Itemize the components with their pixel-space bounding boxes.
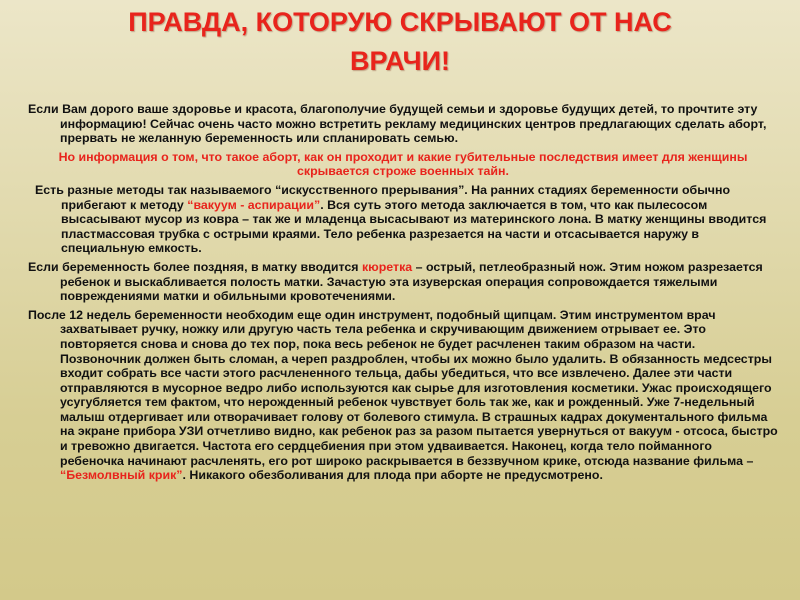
- paragraph-curette: [28, 260, 778, 304]
- page-title: [60, 3, 740, 81]
- title-line-1: ПРАВДА, КОТОРУЮ СКРЫВАЮТ ОТ НАС: [128, 7, 672, 37]
- paragraph-text: После 12 недель беременности необходим еще один инструмент, подобный щипцам. Этим инструментом врач захватывает ручку, ножку или другую часть тела ребенка и скручивающим движением отрывает ее. Это повторяется снова и снова до тех пор, пока весь ребенок не будет расчленен таким образом на части. Позвоночник должен быть сломан, а череп раздроблен, чтобы их можно было удалить. В обязанность медсестры входит собрать все части этого расчлененного тельца, дабы убедиться, что все извлечено. Далее эти части отправляются в мусорное ведро либо используются как сырье для изготовления косметики. Ужас происходящего усугубляется тем фактом, что нерожденный ребенок чувствует боль так же, как и рожденный. Уже 7-недельный малыш отдергивает или отворачивает голову от болевого стимула. В страшных кадрах документального фильма на экране прибора УЗИ отчетливо видно, как ребенок раз за разом пытается увернуться от вакуум - отсоса, быстро и тревожно двигается. Частота его сердцебиения при этом удваивается. Наконец, когда тело пойманного ребеночка начинают расчленять, его рот широко раскрывается в беззвучном крике, отсюда название фильма –: [28, 307, 778, 468]
- paragraph-text: . Вся суть этого метода заключается в том, что как пылесосом высасывают мусор из ковра – так же и младенца высасывают из материнского лона. В матку женщины вводится пластмассовая трубка с острыми краями. Тело ребенка разрезается на части и отсасывается наружу в специальную емкость.: [61, 197, 767, 256]
- highlight-vacuum-aspiration: “вакуум - аспирации”: [187, 197, 321, 212]
- paragraph-warning: Но информация о том, что такое аборт, как он проходит и какие губительные последствия имеет для женщины скрывается строже военных тайн.: [58, 149, 748, 179]
- highlight-curette: кюретка: [361, 259, 413, 274]
- paragraph-late-term: [28, 308, 778, 483]
- highlight-silent-scream: “Безмолвный крик”: [60, 468, 183, 483]
- paragraph-intro: Если Вам дорого ваше здоровье и красота, благополучие будущей семьи и здоровье будущих детей, то прочтите эту информацию! Сейчас очень часто можно встретить рекламу медицинских центров предлагающих сделать аборт, прервать не желанную беременность или спланировать семью.: [28, 102, 767, 146]
- paragraph-text: Есть разные методы так называемого “искусственного прерывания”. На ранних стадиях беременности обычно прибегают к методу: [35, 182, 731, 212]
- title-line-2: ВРАЧИ!: [350, 46, 450, 76]
- paragraph-vacuum-method: [28, 183, 778, 256]
- paragraph-text: Если беременность более поздняя, в матку вводится: [28, 259, 362, 274]
- paragraph-text: – острый, петлеобразный нож. Этим ножом разрезается ребенок и выскабливается полость матки. Зачастую эта изуверская операция сопровождается тяжелыми повреждениями матки и обильными кровотечениями.: [60, 259, 763, 304]
- article-body: [28, 102, 778, 487]
- paragraph-text: . Никакого обезболивания для плода при аборте не предусмотрено.: [182, 468, 603, 483]
